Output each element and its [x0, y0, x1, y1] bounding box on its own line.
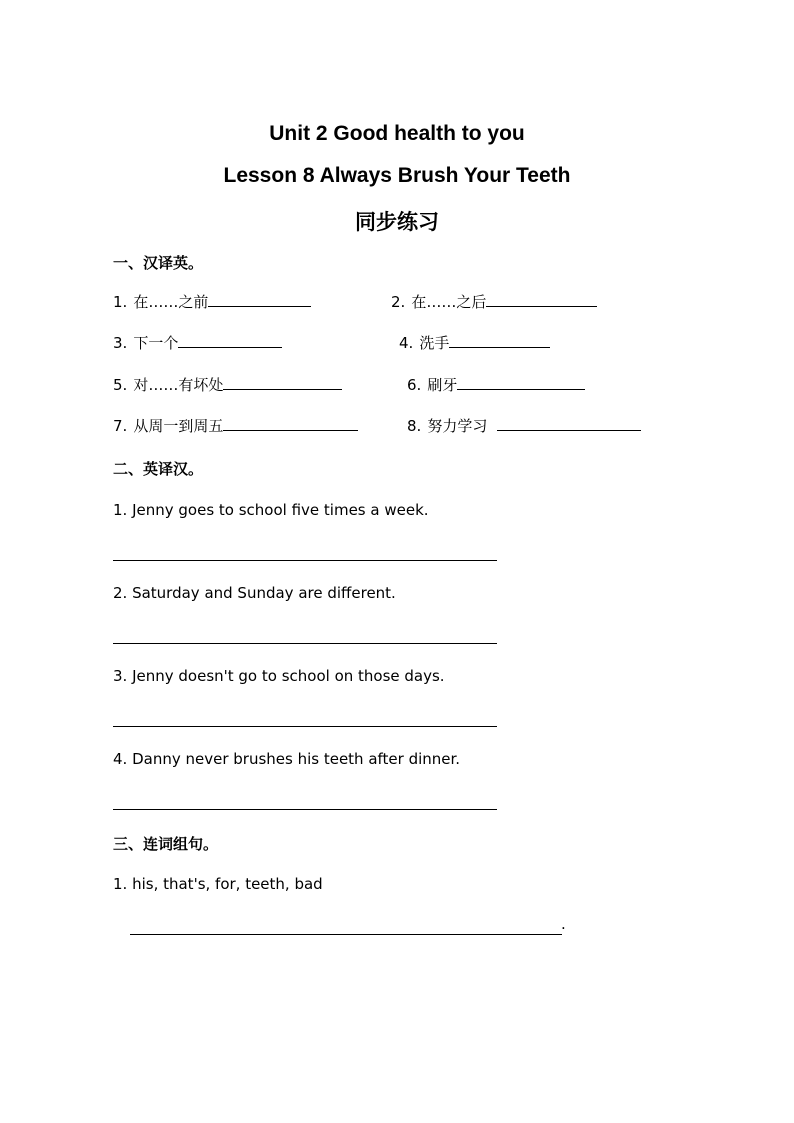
answer-blank[interactable]	[497, 416, 641, 431]
s1-item-2	[391, 292, 597, 312]
s1-item-7	[113, 416, 358, 436]
s2-sentence: 4. Danny never brushes his teeth after dinner.	[113, 750, 461, 768]
s1-item-num: 8.	[407, 417, 422, 435]
s1-item-num: 5.	[113, 376, 128, 394]
answer-blank[interactable]	[223, 375, 342, 390]
s1-item-num: 6.	[407, 376, 422, 394]
s2-sentence: 2. Saturday and Sunday are different.	[113, 584, 396, 602]
s1-item-num: 3.	[113, 334, 128, 352]
s1-item-num: 2.	[391, 293, 406, 311]
s1-item-1	[113, 292, 311, 312]
answer-blank[interactable]	[449, 333, 550, 348]
s1-item-text: 努力学习	[427, 417, 488, 435]
s1-item-text: 洗手	[419, 334, 450, 352]
s1-item-3	[113, 333, 282, 353]
subtitle: 同步练习	[355, 211, 439, 234]
s1-item-8	[407, 416, 641, 436]
s1-item-text: 从周一到周五	[133, 417, 224, 435]
answer-blank[interactable]	[457, 375, 585, 390]
answer-line[interactable]	[113, 643, 497, 644]
s1-item-num: 7.	[113, 417, 128, 435]
sentence-end-period: .	[561, 915, 566, 933]
s1-item-4	[399, 333, 550, 353]
s1-item-text: 在……之前	[133, 293, 209, 311]
answer-blank[interactable]	[223, 416, 358, 431]
unit-title: Unit 2 Good health to you	[269, 122, 525, 145]
lesson-title: Lesson 8 Always Brush Your Teeth	[223, 164, 571, 187]
answer-line[interactable]	[113, 726, 497, 727]
answer-blank[interactable]	[208, 292, 311, 307]
s2-sentence: 1. Jenny goes to school five times a week.	[113, 501, 429, 519]
answer-line[interactable]	[113, 560, 497, 561]
s3-words: 1. his, that's, for, teeth, bad	[113, 875, 323, 893]
s1-item-text: 刷牙	[427, 376, 458, 394]
s1-item-5	[113, 375, 342, 395]
answer-line[interactable]	[113, 809, 497, 810]
section3-heading: 三、连词组句。	[113, 835, 219, 853]
s1-item-6	[407, 375, 585, 395]
s1-item-num: 4.	[399, 334, 414, 352]
answer-blank[interactable]	[486, 292, 597, 307]
answer-line[interactable]	[130, 934, 562, 935]
s1-item-text: 下一个	[133, 334, 179, 352]
s2-sentence: 3. Jenny doesn't go to school on those days.	[113, 667, 445, 685]
s1-item-num: 1.	[113, 293, 128, 311]
answer-blank[interactable]	[178, 333, 282, 348]
section2-heading: 二、英译汉。	[113, 460, 204, 478]
s1-item-text: 对……有坏处	[133, 376, 224, 394]
section1-heading: 一、汉译英。	[113, 254, 204, 272]
s1-item-text: 在……之后	[411, 293, 487, 311]
